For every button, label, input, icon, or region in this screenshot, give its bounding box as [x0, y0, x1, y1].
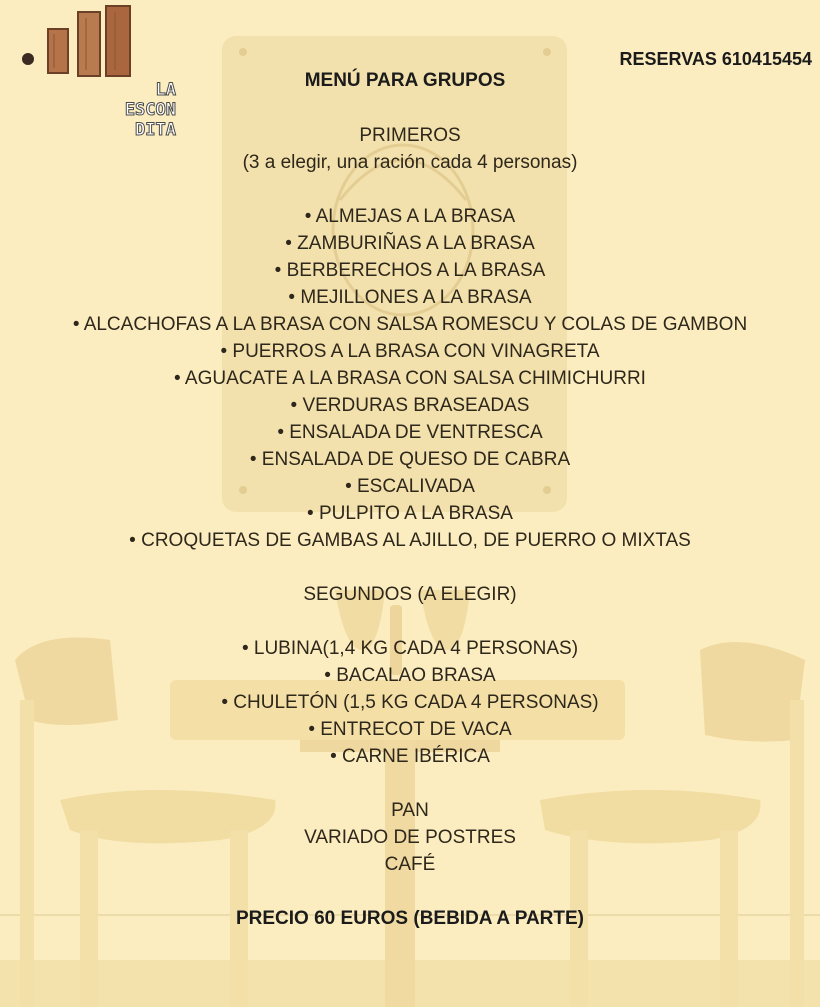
section-heading-segundos: SEGUNDOS (A ELEGIR)	[303, 584, 517, 605]
list-item: • BERBERECHOS A LA BRASA	[274, 260, 546, 281]
list-item: • ZAMBURIÑAS A LA BRASA	[285, 233, 535, 254]
spacer	[0, 554, 820, 581]
spacer	[0, 770, 820, 797]
extra-item: CAFÉ	[384, 854, 436, 875]
logo-text-line: ESCON	[124, 100, 176, 120]
menu-title: MENÚ PARA GRUPOS	[304, 70, 506, 91]
reservations-phone: RESERVAS 610415454	[619, 49, 812, 69]
list-item: • AGUACATE A LA BRASA CON SALSA CHIMICHURRI	[174, 368, 646, 389]
list-item: • ENSALADA DE QUESO DE CABRA	[249, 449, 571, 470]
extra-item: PAN	[391, 800, 429, 821]
logo-text-line: LA	[155, 80, 176, 100]
spacer	[0, 176, 820, 203]
list-item: • LUBINA(1,4 KG CADA 4 PERSONAS)	[241, 638, 579, 659]
spacer	[0, 608, 820, 635]
list-item: • VERDURAS BRASEADAS	[290, 395, 530, 416]
price-line: PRECIO 60 EUROS (BEBIDA A PARTE)	[235, 908, 585, 929]
list-item: • CROQUETAS DE GAMBAS AL AJILLO, DE PUERRO O MIXTAS	[129, 530, 691, 551]
logo-text-line: DITA	[135, 120, 176, 140]
section-heading-primeros: PRIMEROS	[359, 125, 461, 146]
extra-item: VARIADO DE POSTRES	[304, 827, 516, 848]
list-item: • ENTRECOT DE VACA	[308, 719, 512, 740]
primeros-note: (3 a elegir, una ración cada 4 personas)	[242, 152, 578, 173]
list-item: • ENSALADA DE VENTRESCA	[277, 422, 543, 443]
list-item: • CARNE IBÉRICA	[330, 746, 490, 767]
list-item: • ESCALIVADA	[345, 476, 475, 497]
list-item: • ALCACHOFAS A LA BRASA CON SALSA ROMESCU Y COLAS DE GAMBON	[72, 314, 748, 335]
list-item: • BACALAO BRASA	[324, 665, 496, 686]
list-item: • PULPITO A LA BRASA	[307, 503, 513, 524]
list-item: • ALMEJAS A LA BRASA	[304, 206, 516, 227]
list-item: • PUERROS A LA BRASA CON VINAGRETA	[220, 341, 600, 362]
list-item: • CHULETÓN (1,5 KG CADA 4 PERSONAS)	[221, 692, 599, 713]
menu-body	[0, 122, 820, 932]
list-item: • MEJILLONES A LA BRASA	[288, 287, 532, 308]
spacer	[0, 878, 820, 905]
